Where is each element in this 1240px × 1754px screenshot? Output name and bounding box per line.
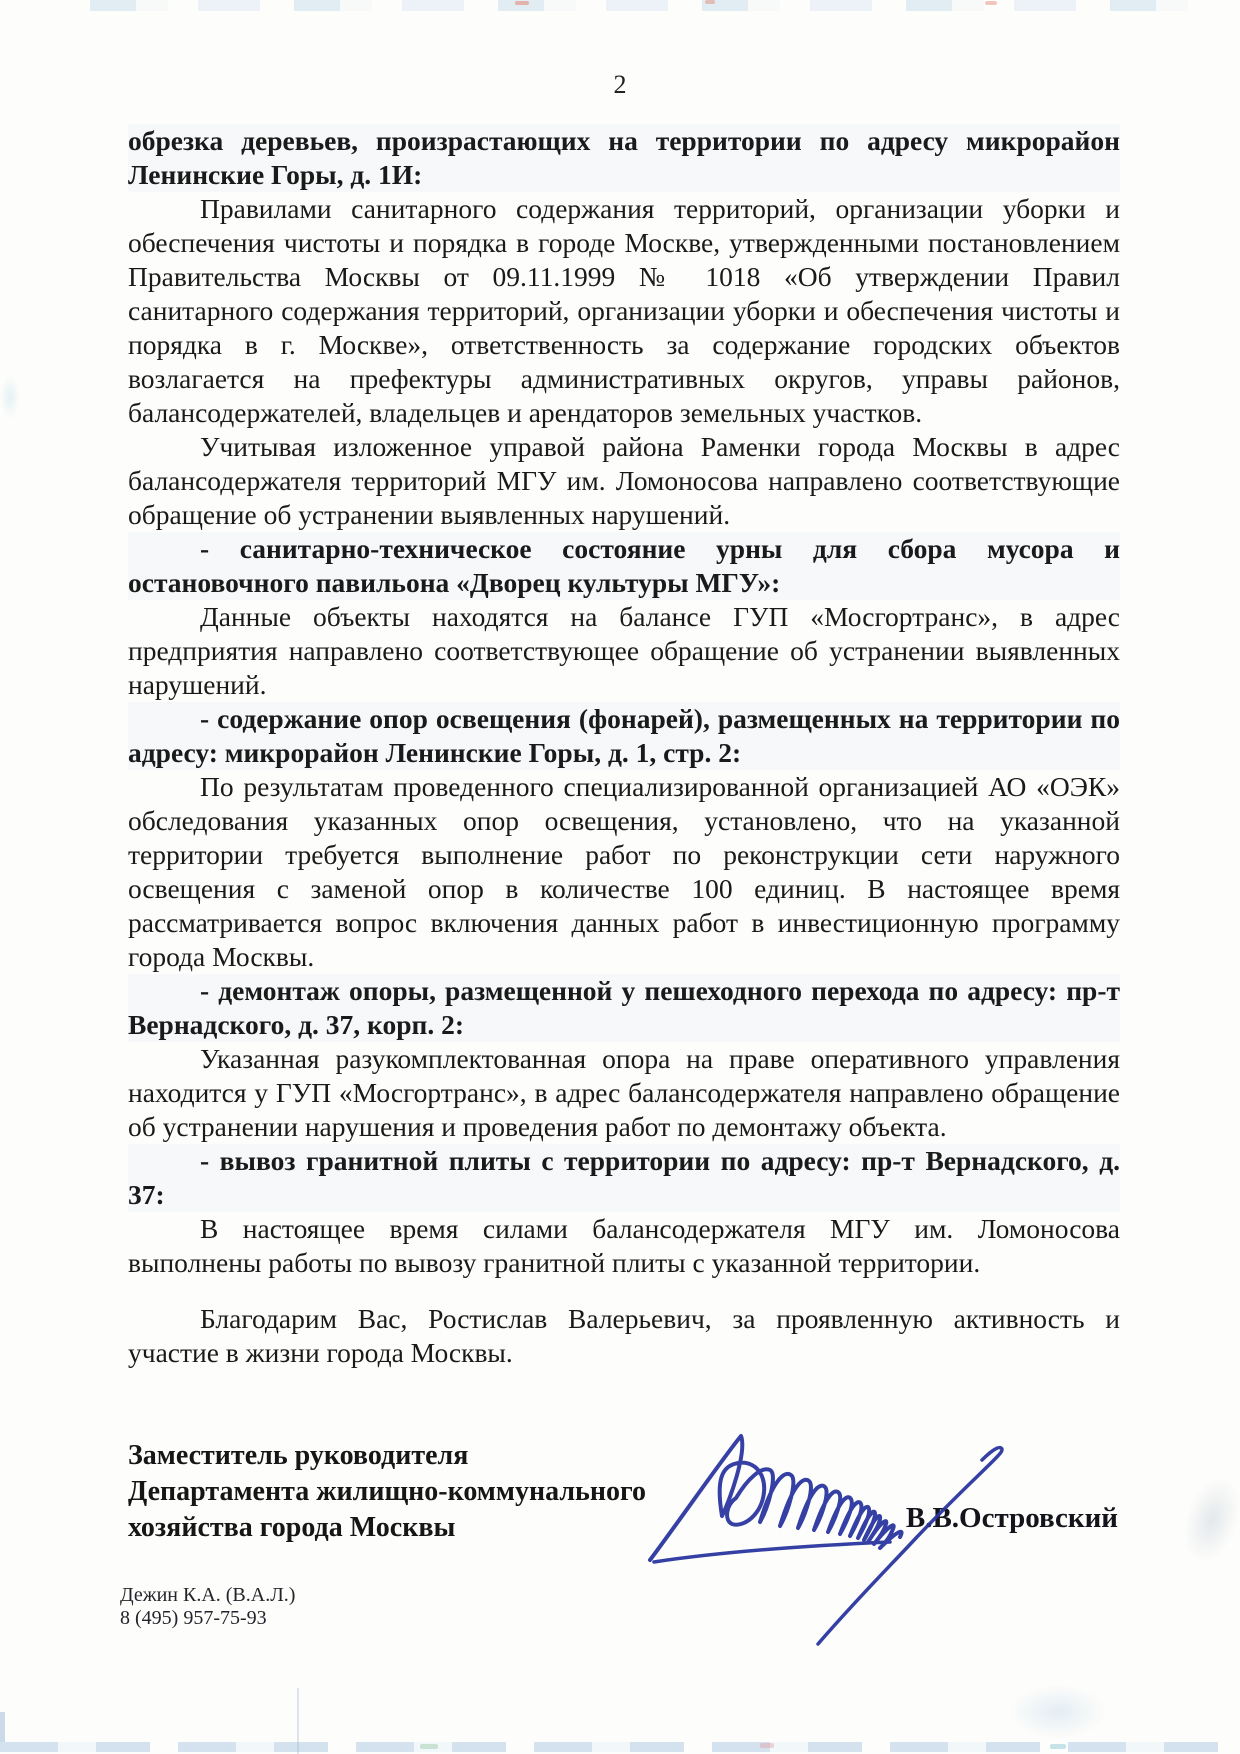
signature-stroke-flourish: [818, 1448, 1002, 1644]
paragraph: - демонтаж опоры, размещенной у пешеходного перехода по адресу: пр-т Вернадского, д. 37, корп. 2:: [128, 975, 1120, 1040]
scan-artifact-smudge: [1174, 1470, 1240, 1570]
paragraph: - вывоз гранитной плиты с территории по адресу: пр-т Вернадского, д. 37:: [128, 1145, 1120, 1210]
scan-artifact-blob: [0, 375, 20, 419]
paragraph: Правилами санитарного содержания территорий, организации уборки и обеспечения чистоты и порядка в городе Москве, утвержденными постановлением Правительства Москвы от 09.11.1999 № 1018 «Об утверждении Правил санитарного содержания территорий, организации уборки и обеспечения чистоты и порядка в г. Москве», ответственность за содержание городских объектов возлагается на префектуры административных округов, управы районов, балансодержателей, владельцев и арендаторов земельных участков.: [128, 193, 1120, 428]
paragraph: Данные объекты находятся на балансе ГУП «Мосгортранс», в адрес предприятия направлено соответствующее обращение об устранении выявленных нарушений.: [128, 601, 1120, 700]
page-number: 2: [613, 70, 627, 99]
signature-stroke-underline: [654, 1542, 890, 1562]
signer-name: В.В.Островский: [905, 1502, 1118, 1534]
scan-artifact-mark: [0, 1712, 5, 1742]
paragraph: Указанная разукомплектованная опора на праве оперативного управления находится у ГУП «Мосгортранс», в адрес балансодержателя направлено обращение об устранении нарушения и проведения работ по демонтажу объекта.: [128, 1043, 1120, 1142]
paragraph: В настоящее время силами балансодержателя МГУ им. Ломоносова выполнены работы по вывозу гранитной плиты с указанной территории.: [128, 1213, 1120, 1278]
scan-artifact-speck: [705, 0, 715, 4]
paragraph: Учитывая изложенное управой района Раменки города Москвы в адрес балансодержателя территорий МГУ им. Ломоносова направлено соответствующие обращение об устранении выявленных нарушений.: [128, 431, 1120, 530]
paragraph: - санитарно-техническое состояние урны для сбора мусора и остановочного павильона «Дворец культуры МГУ»:: [128, 533, 1120, 598]
scan-artifact-smudge: [1010, 1686, 1105, 1738]
paragraph: Благодарим Вас, Ростислав Валерьевич, за проявленную активность и участие в жизни города Москвы.: [128, 1303, 1120, 1368]
scan-artifact-speck: [420, 1744, 438, 1749]
signature-title-line-1: Заместитель руководителя: [128, 1440, 469, 1471]
executor-footnote: [120, 1584, 295, 1630]
scan-artifact-speck: [985, 1, 997, 5]
signature-stroke-main: [650, 1436, 902, 1560]
scan-artifact-speck: [1050, 1744, 1066, 1749]
scan-artifact-speck: [515, 1, 529, 5]
scan-artifact-speck: [760, 1743, 774, 1748]
signature-title-line-3: хозяйства города Москвы: [128, 1512, 456, 1543]
signature-title-line-2: Департамента жилищно-коммунального: [128, 1476, 646, 1507]
executor-name: Дежин К.А. (В.А.Л.): [120, 1584, 296, 1606]
letter-body: [128, 124, 1120, 1370]
scan-artifact-top-edge: [90, 0, 1200, 11]
paragraph: По результатам проведенного специализированной организацией АО «ОЭК» обследования указанных опор освещения, установлено, что на указанной территории требуется выполнение работ по реконструкции сети наружного освещения с заменой опор в количестве 100 единиц. В настоящее время рассматривается вопрос включения данных работ в инвестиционную программу города Москвы.: [128, 771, 1120, 972]
paragraph: обрезка деревьев, произрастающих на территории по адресу микрорайон Ленинские Горы, д. 1И:: [128, 125, 1120, 190]
signature-title-block: [128, 1438, 646, 1546]
paragraph: - содержание опор освещения (фонарей), размещенных на территории по адресу: микрорайон Ленинские Горы, д. 1, стр. 2:: [128, 703, 1120, 768]
executor-phone: 8 (495) 957-75-93: [120, 1607, 267, 1629]
